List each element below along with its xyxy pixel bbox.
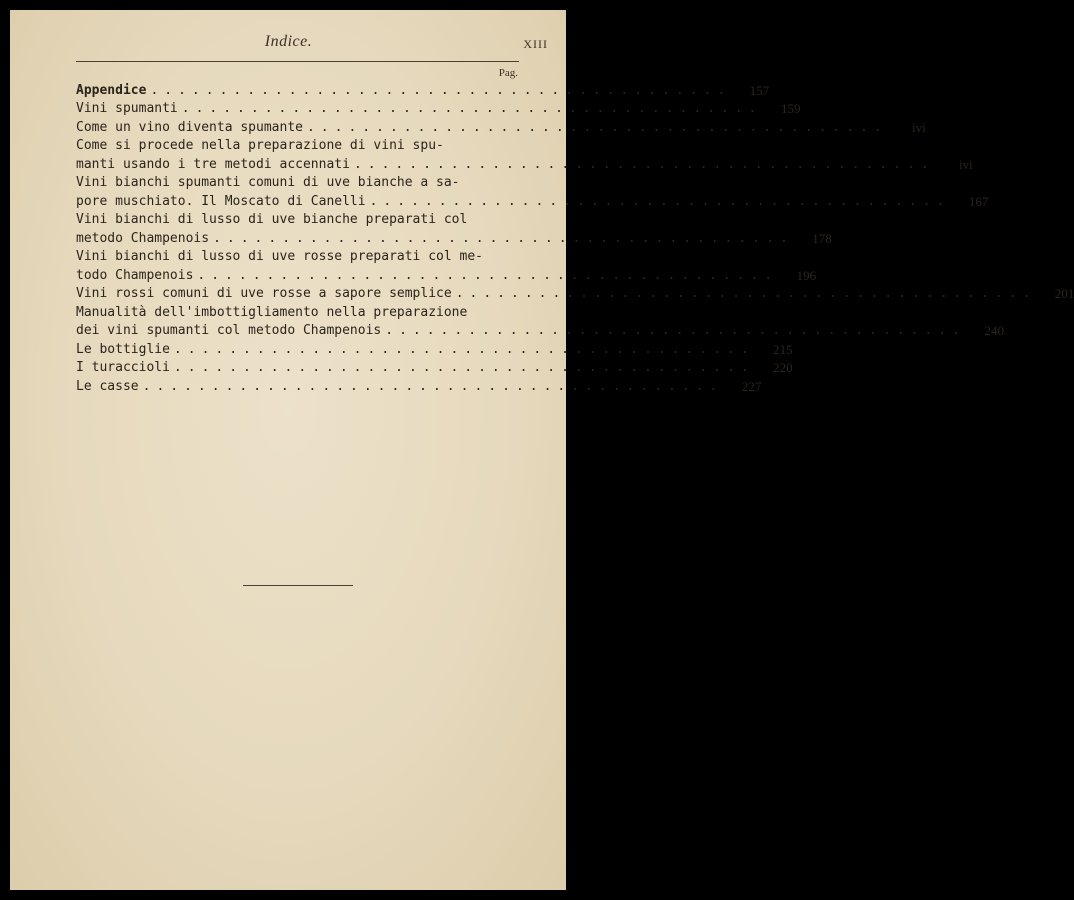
toc-entry-title: manti usando i tre metodi accennati [76, 156, 350, 172]
toc-entry-title: Vini bianchi spumanti comuni di uve bianche a sa- [76, 175, 460, 190]
toc-leader: .......................................... [306, 119, 888, 135]
toc-entry-page: 240 [984, 323, 1004, 338]
toc-entry [76, 192, 989, 211]
toc-entry-page: 220 [773, 360, 793, 375]
toc-entry-title: Vini bianchi di lusso di uve bianche preparati col [76, 212, 468, 227]
toc-entry-page: 159 [780, 101, 801, 116]
toc-entry [76, 248, 519, 267]
toc-entry [76, 285, 1074, 304]
toc-entry-title: Vini spumanti [76, 101, 178, 116]
pag-column-label: Pag. [498, 67, 518, 79]
toc-entry-page: ivi [911, 119, 926, 135]
toc-entry-page: 167 [968, 193, 989, 209]
toc-entry [76, 137, 519, 156]
table-of-contents [76, 81, 1074, 396]
toc-leader: .......................................... [142, 378, 724, 394]
toc-entry [76, 377, 762, 396]
toc-entry-page: ivi [958, 156, 973, 172]
toc-entry-title: Manualità dell'imbottigliamento nella preparazione [76, 304, 468, 320]
toc-entry-title: todo Champenois [76, 267, 194, 283]
toc-entry [76, 81, 770, 100]
toc-leader: .......................................... [353, 156, 935, 172]
toc-entry [76, 322, 1004, 341]
toc-entry-title: Vini bianchi di lusso di uve rosse preparati col me- [76, 249, 483, 264]
toc-entry [76, 266, 817, 285]
toc-entry-page: 227 [741, 378, 762, 394]
toc-entry-title: Le bottiglie [76, 341, 170, 357]
toc-entry [76, 155, 973, 174]
toc-entry-page: 196 [796, 267, 817, 283]
toc-leader: .......................................... [213, 230, 794, 246]
toc-leader: .......................................... [385, 323, 966, 338]
toc-entry [76, 359, 793, 378]
toc-entry [76, 303, 519, 322]
toc-entry-page: 157 [749, 82, 770, 98]
toc-entry [76, 100, 801, 119]
page-number: XIII [523, 37, 548, 51]
toc-entry-title: I turaccioli [76, 360, 170, 375]
toc-entry-title: pore muschiato. Il Moscato di Canelli [76, 193, 366, 209]
toc-entry [76, 211, 519, 230]
toc-entry-title: Vini rossi comuni di uve rosse a sapore semplice [76, 286, 452, 301]
section-divider [243, 585, 353, 586]
running-head-title: Indice. [264, 33, 313, 50]
toc-entry-page: 201 [1054, 286, 1074, 301]
toc-leader: .......................................... [173, 360, 755, 375]
toc-entry-page: 178 [812, 230, 832, 246]
toc-entry [76, 340, 793, 359]
toc-entry-title: Le casse [76, 378, 139, 394]
toc-leader: .......................................... [173, 341, 755, 357]
toc-leader: .......................................... [197, 267, 779, 283]
toc-entry [76, 118, 926, 137]
toc-leader: .......................................... [455, 286, 1037, 301]
toc-entry-title: metodo Champenois [76, 230, 210, 246]
toc-entry-page: 215 [773, 341, 793, 357]
toc-entry-title: Come si procede nella preparazione di vini spu- [76, 138, 444, 153]
toc-entry-title: dei vini spumanti col metodo Champenois [76, 323, 382, 338]
toc-leader: .......................................... [150, 82, 732, 98]
toc-leader: .......................................... [369, 193, 951, 209]
toc-leader: .......................................... [181, 101, 763, 116]
toc-entry [76, 174, 519, 193]
toc-entry-title: Come un vino diventa spumante [76, 119, 303, 135]
header-rule [76, 61, 519, 62]
toc-entry-title: Appendice [76, 82, 147, 98]
toc-entry [76, 229, 832, 248]
